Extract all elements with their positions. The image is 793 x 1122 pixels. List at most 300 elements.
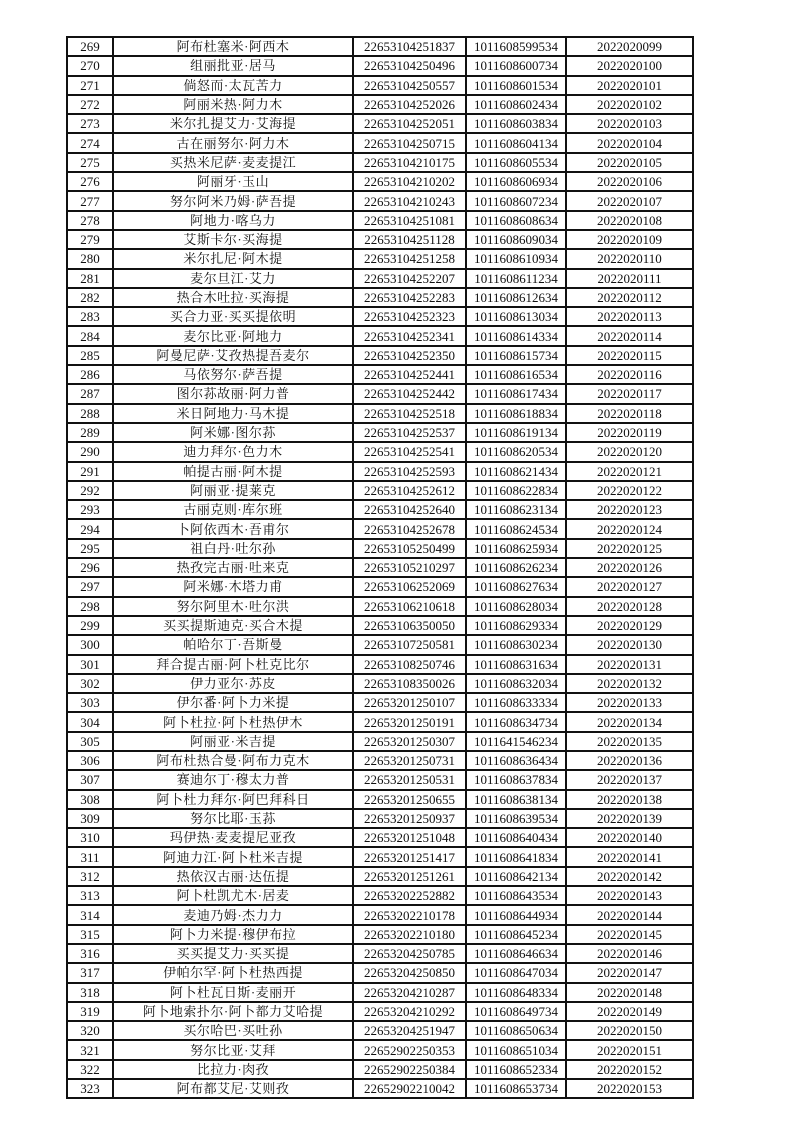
row-number-cell: 273 [67, 114, 113, 133]
certificate-number-cell: 1011608625934 [466, 539, 566, 558]
name-cell: 比拉力·肉孜 [113, 1060, 353, 1079]
serial-number-cell: 2022020118 [566, 404, 693, 423]
row-number-cell: 297 [67, 577, 113, 596]
serial-number-cell: 2022020116 [566, 365, 693, 384]
row-number-cell: 309 [67, 809, 113, 828]
registration-number-cell: 22653104252640 [353, 500, 466, 519]
registration-number-cell: 22653201251048 [353, 828, 466, 847]
serial-number-cell: 2022020132 [566, 674, 693, 693]
roster-table-body [67, 37, 693, 1098]
table-row [67, 770, 693, 789]
row-number-cell: 307 [67, 770, 113, 789]
certificate-number-cell: 1011608652334 [466, 1060, 566, 1079]
name-cell: 买尔哈巴·买吐孙 [113, 1021, 353, 1040]
registration-number-cell: 22653201250307 [353, 732, 466, 751]
certificate-number-cell: 1011608621434 [466, 462, 566, 481]
roster-table [66, 36, 694, 1099]
registration-number-cell: 22653104251258 [353, 249, 466, 268]
row-number-cell: 276 [67, 172, 113, 191]
row-number-cell: 277 [67, 191, 113, 210]
serial-number-cell: 2022020125 [566, 539, 693, 558]
row-number-cell: 317 [67, 963, 113, 982]
row-number-cell: 312 [67, 867, 113, 886]
serial-number-cell: 2022020138 [566, 790, 693, 809]
name-cell: 热孜完古丽·吐来克 [113, 558, 353, 577]
registration-number-cell: 22652902210042 [353, 1079, 466, 1098]
registration-number-cell: 22653204250785 [353, 944, 466, 963]
registration-number-cell: 22653202210178 [353, 905, 466, 924]
certificate-number-cell: 1011608637834 [466, 770, 566, 789]
row-number-cell: 271 [67, 76, 113, 95]
serial-number-cell: 2022020153 [566, 1079, 693, 1098]
certificate-number-cell: 1011608626234 [466, 558, 566, 577]
table-row [67, 577, 693, 596]
name-cell: 努尔比耶·玉荪 [113, 809, 353, 828]
name-cell: 阿卜杜瓦日斯·麦丽开 [113, 983, 353, 1002]
serial-number-cell: 2022020141 [566, 847, 693, 866]
table-row [67, 346, 693, 365]
serial-number-cell: 2022020144 [566, 905, 693, 924]
name-cell: 阿地力·喀乌力 [113, 211, 353, 230]
registration-number-cell: 22653104250715 [353, 133, 466, 152]
serial-number-cell: 2022020130 [566, 635, 693, 654]
name-cell: 阿米娜·木塔力甫 [113, 577, 353, 596]
row-number-cell: 278 [67, 211, 113, 230]
row-number-cell: 308 [67, 790, 113, 809]
table-row [67, 847, 693, 866]
registration-number-cell: 22653104252593 [353, 462, 466, 481]
name-cell: 努尔阿里木·吐尔洪 [113, 597, 353, 616]
row-number-cell: 299 [67, 616, 113, 635]
serial-number-cell: 2022020124 [566, 519, 693, 538]
registration-number-cell: 22653201250107 [353, 693, 466, 712]
serial-number-cell: 2022020142 [566, 867, 693, 886]
serial-number-cell: 2022020114 [566, 326, 693, 345]
row-number-cell: 314 [67, 905, 113, 924]
table-row [67, 191, 693, 210]
serial-number-cell: 2022020123 [566, 500, 693, 519]
table-row [67, 1079, 693, 1098]
certificate-number-cell: 1011608632034 [466, 674, 566, 693]
certificate-number-cell: 1011608631634 [466, 655, 566, 674]
certificate-number-cell: 1011608646634 [466, 944, 566, 963]
registration-number-cell: 22653201250531 [353, 770, 466, 789]
registration-number-cell: 22653104252518 [353, 404, 466, 423]
registration-number-cell: 22653104252612 [353, 481, 466, 500]
certificate-number-cell: 1011608608634 [466, 211, 566, 230]
serial-number-cell: 2022020135 [566, 732, 693, 751]
certificate-number-cell: 1011608620534 [466, 442, 566, 461]
registration-number-cell: 22653104252541 [353, 442, 466, 461]
table-row [67, 983, 693, 1002]
name-cell: 卜阿依西木·吾甫尔 [113, 519, 353, 538]
table-row [67, 1060, 693, 1079]
registration-number-cell: 22652902250384 [353, 1060, 466, 1079]
row-number-cell: 282 [67, 288, 113, 307]
certificate-number-cell: 1011608643534 [466, 886, 566, 905]
table-row [67, 423, 693, 442]
table-row [67, 635, 693, 654]
certificate-number-cell: 1011608629334 [466, 616, 566, 635]
row-number-cell: 292 [67, 481, 113, 500]
table-row [67, 539, 693, 558]
row-number-cell: 298 [67, 597, 113, 616]
registration-number-cell: 22652902250353 [353, 1040, 466, 1059]
table-row [67, 1040, 693, 1059]
certificate-number-cell: 1011608614334 [466, 326, 566, 345]
certificate-number-cell: 1011608609034 [466, 230, 566, 249]
registration-number-cell: 22653106210618 [353, 597, 466, 616]
certificate-number-cell: 1011608604134 [466, 133, 566, 152]
registration-number-cell: 22653105250499 [353, 539, 466, 558]
row-number-cell: 310 [67, 828, 113, 847]
table-row [67, 76, 693, 95]
certificate-number-cell: 1011608601534 [466, 76, 566, 95]
certificate-number-cell: 1011608640434 [466, 828, 566, 847]
serial-number-cell: 2022020131 [566, 655, 693, 674]
name-cell: 米尔扎提艾力·艾海提 [113, 114, 353, 133]
table-row [67, 269, 693, 288]
serial-number-cell: 2022020128 [566, 597, 693, 616]
certificate-number-cell: 1011608647034 [466, 963, 566, 982]
row-number-cell: 320 [67, 1021, 113, 1040]
table-row [67, 597, 693, 616]
table-row [67, 1002, 693, 1021]
table-row [67, 404, 693, 423]
serial-number-cell: 2022020145 [566, 925, 693, 944]
row-number-cell: 283 [67, 307, 113, 326]
table-row [67, 693, 693, 712]
row-number-cell: 316 [67, 944, 113, 963]
row-number-cell: 305 [67, 732, 113, 751]
name-cell: 努尔阿米乃姆·萨吾提 [113, 191, 353, 210]
row-number-cell: 281 [67, 269, 113, 288]
registration-number-cell: 22653202210180 [353, 925, 466, 944]
registration-number-cell: 22653204251947 [353, 1021, 466, 1040]
registration-number-cell: 22653104252341 [353, 326, 466, 345]
name-cell: 伊尔番·阿卜力米提 [113, 693, 353, 712]
row-number-cell: 295 [67, 539, 113, 558]
serial-number-cell: 2022020117 [566, 384, 693, 403]
row-number-cell: 270 [67, 56, 113, 75]
serial-number-cell: 2022020105 [566, 153, 693, 172]
certificate-number-cell: 1011608607234 [466, 191, 566, 210]
table-row [67, 519, 693, 538]
table-row [67, 905, 693, 924]
serial-number-cell: 2022020147 [566, 963, 693, 982]
name-cell: 图尔荪故丽·阿力普 [113, 384, 353, 403]
row-number-cell: 291 [67, 462, 113, 481]
certificate-number-cell: 1011608617434 [466, 384, 566, 403]
serial-number-cell: 2022020126 [566, 558, 693, 577]
serial-number-cell: 2022020127 [566, 577, 693, 596]
name-cell: 阿丽亚·米吉提 [113, 732, 353, 751]
row-number-cell: 280 [67, 249, 113, 268]
row-number-cell: 300 [67, 635, 113, 654]
name-cell: 拜合提古丽·阿卜杜克比尔 [113, 655, 353, 674]
serial-number-cell: 2022020110 [566, 249, 693, 268]
registration-number-cell: 22653201251261 [353, 867, 466, 886]
serial-number-cell: 2022020108 [566, 211, 693, 230]
table-row [67, 828, 693, 847]
table-row [67, 616, 693, 635]
row-number-cell: 311 [67, 847, 113, 866]
name-cell: 买合力亚·买买提依明 [113, 307, 353, 326]
table-row [67, 944, 693, 963]
registration-number-cell: 22653104252537 [353, 423, 466, 442]
table-row [67, 751, 693, 770]
certificate-number-cell: 1011608644934 [466, 905, 566, 924]
table-row [67, 230, 693, 249]
serial-number-cell: 2022020115 [566, 346, 693, 365]
name-cell: 热依汉古丽·达伍提 [113, 867, 353, 886]
certificate-number-cell: 1011608602434 [466, 95, 566, 114]
serial-number-cell: 2022020146 [566, 944, 693, 963]
table-row [67, 249, 693, 268]
name-cell: 阿布都艾尼·艾则孜 [113, 1079, 353, 1098]
serial-number-cell: 2022020149 [566, 1002, 693, 1021]
name-cell: 买买提艾力·买买提 [113, 944, 353, 963]
table-row [67, 442, 693, 461]
certificate-number-cell: 1011608623134 [466, 500, 566, 519]
certificate-number-cell: 1011608610934 [466, 249, 566, 268]
serial-number-cell: 2022020103 [566, 114, 693, 133]
name-cell: 阿卜力米提·穆伊布拉 [113, 925, 353, 944]
table-row [67, 925, 693, 944]
certificate-number-cell: 1011608619134 [466, 423, 566, 442]
name-cell: 古丽克则·库尔班 [113, 500, 353, 519]
row-number-cell: 285 [67, 346, 113, 365]
row-number-cell: 313 [67, 886, 113, 905]
serial-number-cell: 2022020150 [566, 1021, 693, 1040]
registration-number-cell: 22653204210292 [353, 1002, 466, 1021]
name-cell: 阿卜地索扑尔·阿卜都力艾哈提 [113, 1002, 353, 1021]
registration-number-cell: 22653104252678 [353, 519, 466, 538]
registration-number-cell: 22653104252283 [353, 288, 466, 307]
table-row [67, 655, 693, 674]
certificate-number-cell: 1011608611234 [466, 269, 566, 288]
serial-number-cell: 2022020133 [566, 693, 693, 712]
row-number-cell: 288 [67, 404, 113, 423]
certificate-number-cell: 1011608616534 [466, 365, 566, 384]
name-cell: 组丽批亚·居马 [113, 56, 353, 75]
serial-number-cell: 2022020112 [566, 288, 693, 307]
registration-number-cell: 22653106350050 [353, 616, 466, 635]
registration-number-cell: 22653104252051 [353, 114, 466, 133]
row-number-cell: 294 [67, 519, 113, 538]
table-row [67, 790, 693, 809]
table-row [67, 37, 693, 56]
certificate-number-cell: 1011608624534 [466, 519, 566, 538]
row-number-cell: 323 [67, 1079, 113, 1098]
serial-number-cell: 2022020107 [566, 191, 693, 210]
name-cell: 热合木吐拉·买海提 [113, 288, 353, 307]
name-cell: 赛迪尔丁·穆太力普 [113, 770, 353, 789]
certificate-number-cell: 1011608618834 [466, 404, 566, 423]
name-cell: 阿丽亚·提莱克 [113, 481, 353, 500]
registration-number-cell: 22653104251837 [353, 37, 466, 56]
name-cell: 古在丽努尔·阿力木 [113, 133, 353, 152]
certificate-number-cell: 1011608613034 [466, 307, 566, 326]
table-row [67, 963, 693, 982]
registration-number-cell: 22653104251128 [353, 230, 466, 249]
certificate-number-cell: 1011608612634 [466, 288, 566, 307]
row-number-cell: 302 [67, 674, 113, 693]
table-row [67, 56, 693, 75]
row-number-cell: 289 [67, 423, 113, 442]
row-number-cell: 293 [67, 500, 113, 519]
row-number-cell: 287 [67, 384, 113, 403]
certificate-number-cell: 1011608628034 [466, 597, 566, 616]
table-row [67, 867, 693, 886]
row-number-cell: 319 [67, 1002, 113, 1021]
certificate-number-cell: 1011608653734 [466, 1079, 566, 1098]
registration-number-cell: 22653201250191 [353, 712, 466, 731]
row-number-cell: 321 [67, 1040, 113, 1059]
row-number-cell: 301 [67, 655, 113, 674]
serial-number-cell: 2022020151 [566, 1040, 693, 1059]
name-cell: 阿布杜塞米·阿西木 [113, 37, 353, 56]
certificate-number-cell: 1011608615734 [466, 346, 566, 365]
registration-number-cell: 22653104252350 [353, 346, 466, 365]
table-row [67, 558, 693, 577]
row-number-cell: 284 [67, 326, 113, 345]
name-cell: 阿卜杜拉·阿卜杜热伊木 [113, 712, 353, 731]
serial-number-cell: 2022020148 [566, 983, 693, 1002]
registration-number-cell: 22653104252207 [353, 269, 466, 288]
table-row [67, 288, 693, 307]
row-number-cell: 315 [67, 925, 113, 944]
registration-number-cell: 22653104252441 [353, 365, 466, 384]
table-row [67, 133, 693, 152]
row-number-cell: 304 [67, 712, 113, 731]
certificate-number-cell: 1011608606934 [466, 172, 566, 191]
registration-number-cell: 22653108350026 [353, 674, 466, 693]
certificate-number-cell: 1011608633334 [466, 693, 566, 712]
table-row [67, 365, 693, 384]
name-cell: 伊力亚尔·苏皮 [113, 674, 353, 693]
certificate-number-cell: 1011608650634 [466, 1021, 566, 1040]
table-row [67, 674, 693, 693]
registration-number-cell: 22653201250731 [353, 751, 466, 770]
serial-number-cell: 2022020120 [566, 442, 693, 461]
serial-number-cell: 2022020122 [566, 481, 693, 500]
registration-number-cell: 22653106252069 [353, 577, 466, 596]
name-cell: 阿布杜热合曼·阿布力克木 [113, 751, 353, 770]
certificate-number-cell: 1011608639534 [466, 809, 566, 828]
table-row [67, 211, 693, 230]
certificate-number-cell: 1011608636434 [466, 751, 566, 770]
row-number-cell: 322 [67, 1060, 113, 1079]
table-row [67, 809, 693, 828]
table-row [67, 95, 693, 114]
registration-number-cell: 22653201250937 [353, 809, 466, 828]
table-row [67, 481, 693, 500]
serial-number-cell: 2022020100 [566, 56, 693, 75]
registration-number-cell: 22653204250850 [353, 963, 466, 982]
serial-number-cell: 2022020099 [566, 37, 693, 56]
name-cell: 努尔比亚·艾拜 [113, 1040, 353, 1059]
certificate-number-cell: 1011608651034 [466, 1040, 566, 1059]
name-cell: 买买提斯迪克·买合木提 [113, 616, 353, 635]
certificate-number-cell: 1011608600734 [466, 56, 566, 75]
table-row [67, 1021, 693, 1040]
registration-number-cell: 22653202252882 [353, 886, 466, 905]
serial-number-cell: 2022020143 [566, 886, 693, 905]
serial-number-cell: 2022020140 [566, 828, 693, 847]
registration-number-cell: 22653104251081 [353, 211, 466, 230]
table-row [67, 172, 693, 191]
certificate-number-cell: 1011608605534 [466, 153, 566, 172]
registration-number-cell: 22653204210287 [353, 983, 466, 1002]
table-row [67, 326, 693, 345]
certificate-number-cell: 1011608649734 [466, 1002, 566, 1021]
name-cell: 阿丽米热·阿力木 [113, 95, 353, 114]
row-number-cell: 269 [67, 37, 113, 56]
table-row [67, 712, 693, 731]
row-number-cell: 318 [67, 983, 113, 1002]
certificate-number-cell: 1011608630234 [466, 635, 566, 654]
name-cell: 伊帕尔罕·阿卜杜热西提 [113, 963, 353, 982]
serial-number-cell: 2022020139 [566, 809, 693, 828]
name-cell: 阿卜杜凯尤木·居麦 [113, 886, 353, 905]
table-row [67, 732, 693, 751]
registration-number-cell: 22653104250557 [353, 76, 466, 95]
name-cell: 祖白丹·吐尔孙 [113, 539, 353, 558]
row-number-cell: 296 [67, 558, 113, 577]
name-cell: 麦尔旦江·艾力 [113, 269, 353, 288]
name-cell: 麦尔比亚·阿地力 [113, 326, 353, 345]
serial-number-cell: 2022020137 [566, 770, 693, 789]
registration-number-cell: 22653201250655 [353, 790, 466, 809]
registration-number-cell: 22653107250581 [353, 635, 466, 654]
registration-number-cell: 22653104210175 [353, 153, 466, 172]
row-number-cell: 303 [67, 693, 113, 712]
registration-number-cell: 22653104210243 [353, 191, 466, 210]
row-number-cell: 286 [67, 365, 113, 384]
serial-number-cell: 2022020119 [566, 423, 693, 442]
certificate-number-cell: 1011608622834 [466, 481, 566, 500]
name-cell: 阿丽牙·玉山 [113, 172, 353, 191]
row-number-cell: 274 [67, 133, 113, 152]
serial-number-cell: 2022020136 [566, 751, 693, 770]
name-cell: 帕哈尔丁·吾斯曼 [113, 635, 353, 654]
certificate-number-cell: 1011608627634 [466, 577, 566, 596]
serial-number-cell: 2022020113 [566, 307, 693, 326]
table-row [67, 153, 693, 172]
name-cell: 倘怒而·太瓦苦力 [113, 76, 353, 95]
table-row [67, 886, 693, 905]
serial-number-cell: 2022020109 [566, 230, 693, 249]
name-cell: 米日阿地力·马木提 [113, 404, 353, 423]
registration-number-cell: 22653105210297 [353, 558, 466, 577]
serial-number-cell: 2022020134 [566, 712, 693, 731]
name-cell: 麦迪乃姆·杰力力 [113, 905, 353, 924]
serial-number-cell: 2022020152 [566, 1060, 693, 1079]
table-row [67, 462, 693, 481]
name-cell: 迪力拜尔·色力木 [113, 442, 353, 461]
name-cell: 阿迪力江·阿卜杜米吉提 [113, 847, 353, 866]
serial-number-cell: 2022020129 [566, 616, 693, 635]
certificate-number-cell: 1011608645234 [466, 925, 566, 944]
serial-number-cell: 2022020101 [566, 76, 693, 95]
registration-number-cell: 22653108250746 [353, 655, 466, 674]
registration-number-cell: 22653104250496 [353, 56, 466, 75]
registration-number-cell: 22653104252323 [353, 307, 466, 326]
certificate-number-cell: 1011608599534 [466, 37, 566, 56]
row-number-cell: 306 [67, 751, 113, 770]
name-cell: 阿卜杜力拜尔·阿巴拜科日 [113, 790, 353, 809]
